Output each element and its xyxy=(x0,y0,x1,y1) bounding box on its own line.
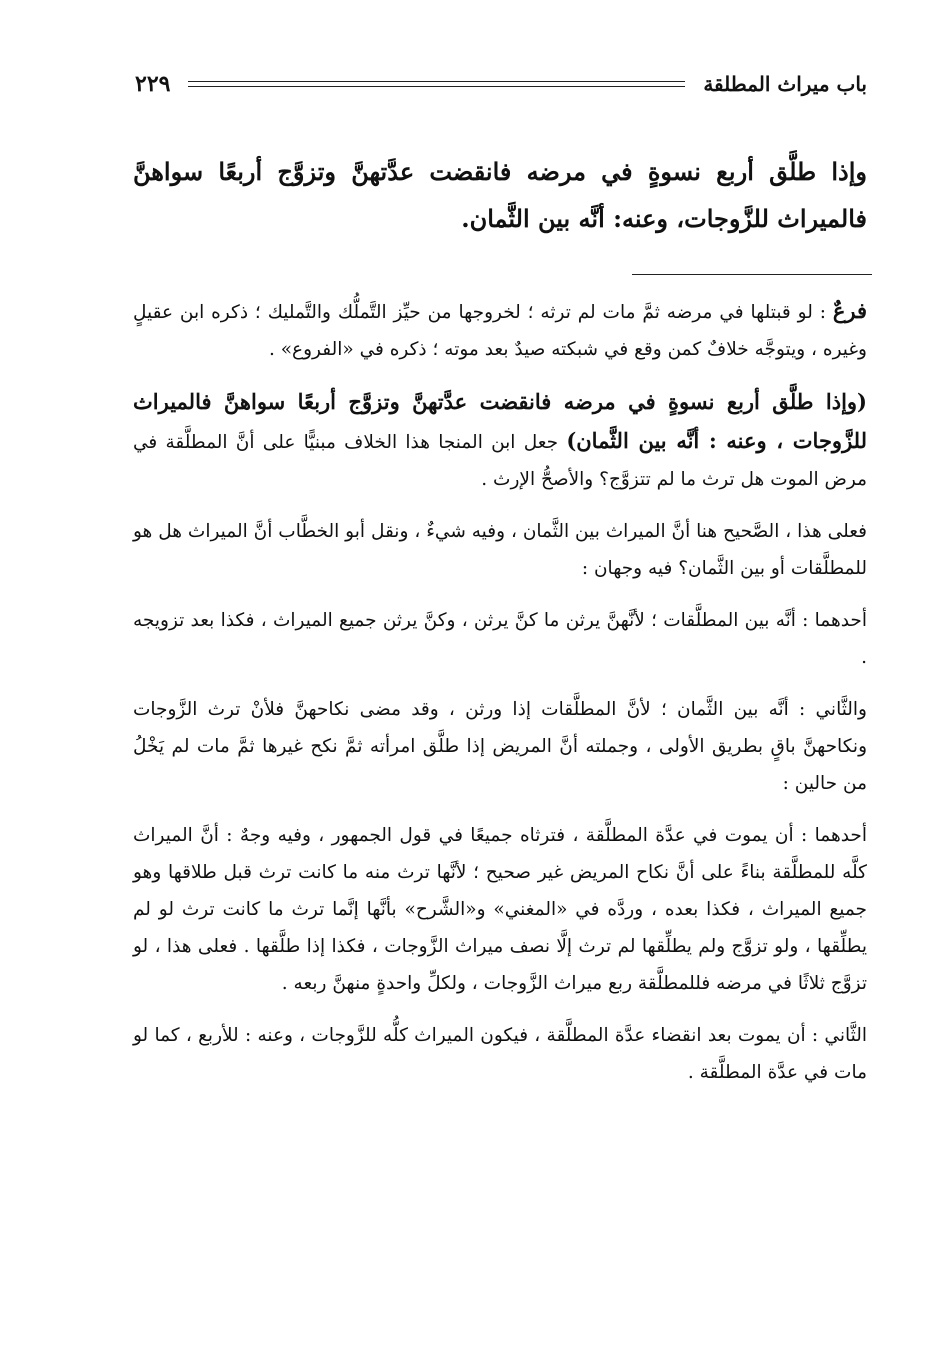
chapter-title: باب ميراث المطلقة xyxy=(703,72,867,96)
footnote-separator xyxy=(632,274,872,275)
commentary xyxy=(133,292,867,1106)
quoted-matn: (وإذا طلَّق أربع نسوةٍ في مرضه فانقضت عدَّتهنَّ وتزوَّج أربعًا سواهنَّ فالميراث للزَّوجات ، وعنه : أنَّه بين الثَّمان) xyxy=(133,389,868,453)
commentary-text: : لو قبتلها في مرضه ثمَّ مات لم ترثه ؛ لخروجها من حيِّز التَّملُّك والتَّمليك ؛ ذكره ابن عقيلٍ وغيره ، ويتوجَّه خلافٌ كمن وقع في شبكته صيدٌ بعد موته ؛ ذكره في «الفروع» . xyxy=(133,302,867,360)
branch-label: فرعٌ xyxy=(832,298,867,323)
page-number: ٢٢٩ xyxy=(135,71,171,97)
commentary-paragraph: فعلى هذا ، الصَّحيح هنا أنَّ الميراث بين الثَّمان ، وفيه شيءٌ ، ونقل أبو الخطَّاب أنَّ الميراث هل هو للمطلَّقات أو بين الثَّمان؟ فيه وجهان : xyxy=(133,521,867,579)
running-header xyxy=(135,64,867,104)
commentary-paragraph: والثَّاني : أنَّه بين الثَّمان ؛ لأنَّ المطلَّقات إذا ورثن ، وقد مضى نكاحهنَّ فلأنْ ترث الزَّوجات ونكاحهنَّ باقٍ بطريق الأولى ، وجملته أنَّ المريض إذا طلَّق امرأته ثمَّ نكح غيرها ثمَّ مات لم يَخْلُ من حالين : xyxy=(133,699,867,794)
commentary-text: جعل ابن المنجا هذا الخلاف مبنيًّا على أنَّ المطلَّقة في مرض الموت هل ترث ما لم تتزوَّج؟ والأصحُّ الإرث . xyxy=(133,432,867,490)
commentary-paragraph xyxy=(133,383,867,498)
commentary-paragraph: أحدهما : أن يموت في عدَّة المطلَّقة ، فترثاه جميعًا في قول الجمهور ، وفيه وجهٌ : أنَّ الميراث كلَّه للمطلَّقة بناءً على أنَّ نكاح المريض غير صحيح ؛ لأنَّها ترث منه ما كانت ترث قبل طلاقها وهو جميع الميراث ، فكذا بعده ، وردَّه في «المغني» و«الشَّرح» بأنَّها إنَّما ترث ما كانت ترث لو لم يطلِّقها ، ولو تزوَّج ولم يطلِّقها لم ترث إلَّا نصف ميراث الزَّوجات ، فكذا إذا طلَّقها . فعلى هذا ، لو تزوَّج ثلاثًا في مرضه فللمطلَّقة ربع ميراث الزَّوجات ، ولكلِّ واحدةٍ منهنَّ ربعه . xyxy=(133,825,867,994)
commentary-paragraph: الثَّاني : أن يموت بعد انقضاء عدَّة المطلَّقة ، فيكون الميراث كلُّه للزَّوجات ، وعنه : للأربع ، كما لو مات في عدَّة المطلَّقة . xyxy=(133,1025,867,1083)
commentary-paragraph xyxy=(133,292,867,368)
matn-text: وإذا طلَّق أربع نسوةٍ في مرضه فانقضت عدَّتهنَّ وتزوَّج أربعًا سواهنَّ فالميراث للزَّوجات، وعنه: أنَّه بين الثَّمان. xyxy=(133,157,867,233)
commentary-paragraph: أحدهما : أنَّه بين المطلَّقات ؛ لأنَّهنَّ يرثن ما كنَّ يرثن ، وكنَّ يرثن جميع الميراث ، فكذا بعد تزويجه . xyxy=(133,610,867,668)
header-rule xyxy=(188,81,685,87)
